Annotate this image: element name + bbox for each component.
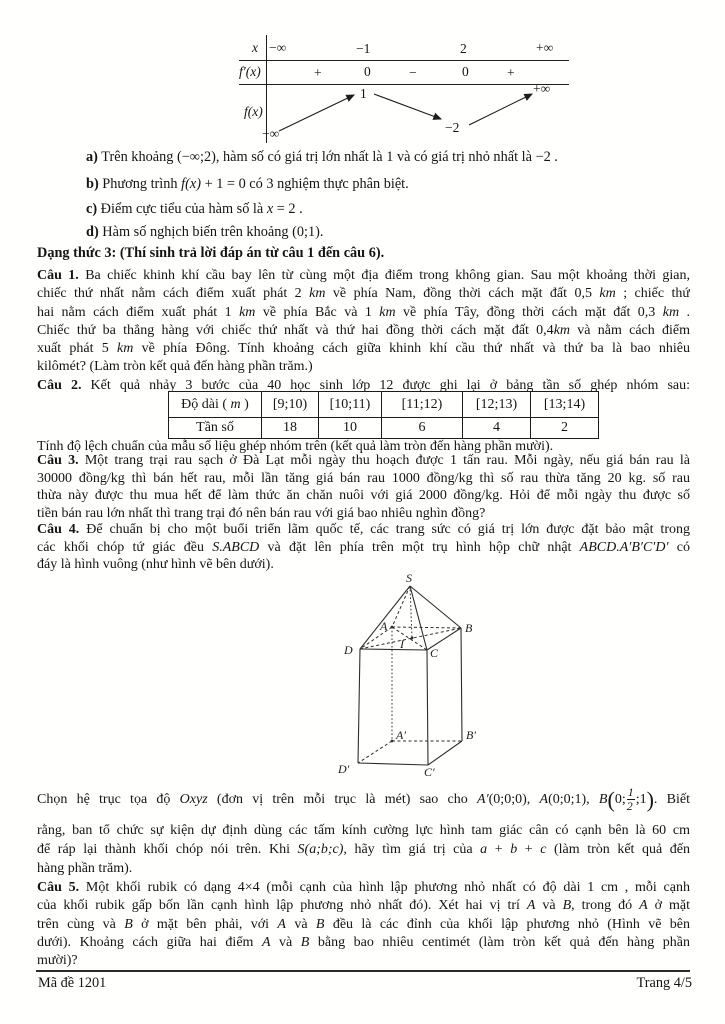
question-4	[37, 521, 690, 574]
paragraph-line: các khối chóp tứ giác đều S.ABCD và đặt lên phía trên một trụ hình hộp chữ nhật ABCD.A′B′C′D′ có	[37, 539, 690, 555]
header-cell: Độ dài ( m )	[169, 392, 262, 418]
f-local-min: −2	[445, 120, 460, 135]
footer-rule	[36, 970, 690, 972]
pyramid-prism-figure	[330, 570, 520, 784]
coordinate-setup-line: Chọn hệ trục tọa độ Oxyz (đơn vị trên mỗi trục là mét) sao cho A′(0;0;0), A(0;0;1), B(0; $\frac{1}{2}$ ;1). Biết	[37, 785, 690, 814]
statement-c: c) Điểm cực tiểu của hàm số là x = 2 .	[86, 201, 303, 217]
row-label-f: f(x)	[244, 104, 263, 119]
vertex-dot	[391, 740, 394, 743]
paragraph-line: để ráp lại thành khối chóp nói trên. Khi S(a;b;c), hãy tìm giá trị của a + b + c (làm tròn kết quả đến	[37, 842, 690, 857]
paragraph-line: hai nằm cách điểm xuất phát 1 km về phía Bắc và 1 km về phía Tây, đồng thời cách mặt đất 0,3 km .	[37, 304, 690, 320]
paragraph-line: Chiếc thứ ba thẳng hàng với chiếc thứ nhất và thứ hai đồng thời cách mặt đất 0,4km và nằm cách điểm	[37, 322, 690, 338]
paragraph-line: kilômét? (Làm tròn kết quả đến hàng phần trăm.)	[37, 359, 313, 375]
f-limit-end: +∞	[533, 81, 551, 96]
paragraph-line: hàng phần trăm).	[37, 861, 133, 876]
label-B: B	[465, 621, 473, 635]
fprime-sign: −	[409, 65, 417, 80]
label-A: A	[380, 619, 388, 633]
statement-d: d) Hàm số nghịch biến trên khoảng (0;1).	[86, 224, 324, 240]
row-label-x: x	[252, 40, 258, 55]
exam-code: Mã đề 1201	[38, 975, 107, 991]
interval-cell: [10;11)	[319, 392, 382, 418]
fprime-sign: 0	[364, 64, 371, 79]
label-D: D	[344, 643, 353, 657]
paragraph-line: trên cùng và B ở mặt bên phải, với A và B đều là các đỉnh của khối lập phương nhỏ (Hình vẽ bên	[37, 916, 690, 932]
paragraph-line: tiền bán rau lớn nhất thì trang trại đó nên bán rau với giá bao nhiêu nghìn đồng?	[37, 505, 486, 521]
table-row	[169, 392, 599, 418]
increase-arrow-icon	[279, 95, 354, 131]
statement-b: b) Phương trình f(x) + 1 = 0 có 3 nghiệm thực phân biệt.	[86, 176, 409, 192]
question-3	[37, 452, 690, 522]
x-value: −∞	[269, 40, 287, 55]
section-heading: Dạng thức 3: (Thí sinh trả lời đáp án từ câu 1 đến câu 6).	[37, 245, 385, 261]
paragraph-line: rằng, ban tổ chức sự kiện dự định dùng các tấm kính cường lực hình tam giác cân có cạnh bên là 60 cm	[37, 823, 690, 838]
f-limit-start: −∞	[262, 126, 280, 141]
x-value: 2	[460, 41, 467, 56]
vertex-dot	[391, 626, 394, 629]
header-cell: Tần số	[169, 418, 262, 439]
x-value: +∞	[536, 40, 554, 55]
label-D-prime: D′	[338, 762, 350, 776]
interval-cell: [11;12)	[382, 392, 463, 418]
question-1	[37, 267, 690, 377]
f-local-max: 1	[360, 86, 367, 101]
paragraph-line: Câu 5. Một khối rubik có dạng 4×4 (mỗi cạnh của hình lập phương nhỏ nhất có độ dài 1 cm , mỗi cạnh	[37, 880, 690, 895]
row-label-fprime: f′(x)	[239, 64, 261, 79]
frequency-cell: 4	[463, 418, 531, 439]
paragraph-line: dưới). Khoảng cách giữa hai điểm A và B bằng bao nhiêu centimét (làm tròn kết quả đến hàng phần	[37, 934, 690, 950]
increase-arrow-icon	[469, 94, 532, 125]
coordinate-setup	[37, 821, 690, 878]
x-value: −1	[356, 41, 371, 56]
paragraph-line: Câu 1. Ba chiếc khinh khí cầu bay lên từ cùng một địa điểm trong không gian. Sau một khoảng thời gian,	[37, 268, 690, 283]
paragraph-line: Câu 3. Một trang trại rau sạch ở Đà Lạt mỗi ngày thu hoạch được 1 tấn rau. Mỗi ngày, nếu giá bán rau là	[37, 453, 690, 468]
variation-arrows	[238, 34, 570, 146]
interval-cell: [9;10)	[262, 392, 319, 418]
frequency-table	[168, 391, 599, 439]
paragraph-line: Câu 4. Để chuẩn bị cho một buổi triển lãm quốc tế, các trang sức có giá trị lớn được đặt bảo mật trong	[37, 522, 690, 537]
paragraph-line: của khối rubik gấp bốn lần cạnh hình lập phương nhỏ nhất đó). Xét hai vị trí A và B, trong đó A ở mặt	[37, 898, 690, 914]
label-I: I	[400, 637, 404, 651]
paragraph-line: 30000 đồng/kg thì bán hết rau, mỗi lần tăng giá bán rau 1000 đồng/kg thì số rau thừa tăng 20 kg. số rau	[37, 470, 690, 486]
variation-table	[238, 34, 570, 146]
paragraph-line: chiếc thứ nhất nằm cách điểm xuất phát 2 km về phía Nam, đồng thời cách mặt đất 0,5 km ; chiếc thứ	[37, 286, 690, 302]
label-A-prime: A′	[396, 728, 406, 742]
frequency-cell: 18	[262, 418, 319, 439]
question-2-intro: Câu 2. Kết quả nhảy 3 bước của 40 học sinh lớp 12 được ghi lại ở bảng tần số ghép nhóm sau:	[37, 378, 690, 393]
decrease-arrow-icon	[374, 94, 441, 119]
vertex-dot	[411, 637, 414, 640]
page-number: Trang 4/5	[636, 975, 692, 991]
statement-a: a) Trên khoảng (−∞;2), hàm số có giá trị lớn nhất là 1 và có giá trị nhỏ nhất là −2 .	[86, 149, 558, 165]
fprime-sign: +	[507, 65, 515, 80]
fprime-sign: 0	[462, 64, 469, 79]
interval-cell: [13;14)	[531, 392, 599, 418]
paragraph-line: đáy là hình vuông (như hình vẽ bên dưới).	[37, 557, 274, 572]
frequency-cell: 2	[531, 418, 599, 439]
paragraph-line: xuất phát 5 km về phía Đông. Tính khoảng cách giữa khinh khí cầu thứ nhất và thứ ba là bao nhiêu	[37, 341, 690, 357]
label-C-prime: C′	[424, 765, 435, 779]
interval-cell: [12;13)	[463, 392, 531, 418]
question-2-outro: Tính độ lệch chuẩn của mẫu số liệu ghép nhóm trên (kết quả làm tròn đến hàng phần mười).	[37, 439, 554, 454]
paragraph-line: mười)?	[37, 953, 78, 969]
frequency-cell: 10	[319, 418, 382, 439]
paragraph-line: thừa này được thu mua hết để làm thức ăn chăn nuôi với giá 2000 đồng/kg. Hỏi để mỗi ngày thu được số	[37, 488, 690, 503]
label-S: S	[406, 571, 412, 585]
question-5	[37, 879, 690, 970]
frequency-cell: 6	[382, 418, 463, 439]
label-B-prime: B′	[466, 728, 476, 742]
table-row	[169, 418, 599, 439]
label-C: C	[430, 646, 439, 660]
fprime-sign: +	[314, 65, 322, 80]
